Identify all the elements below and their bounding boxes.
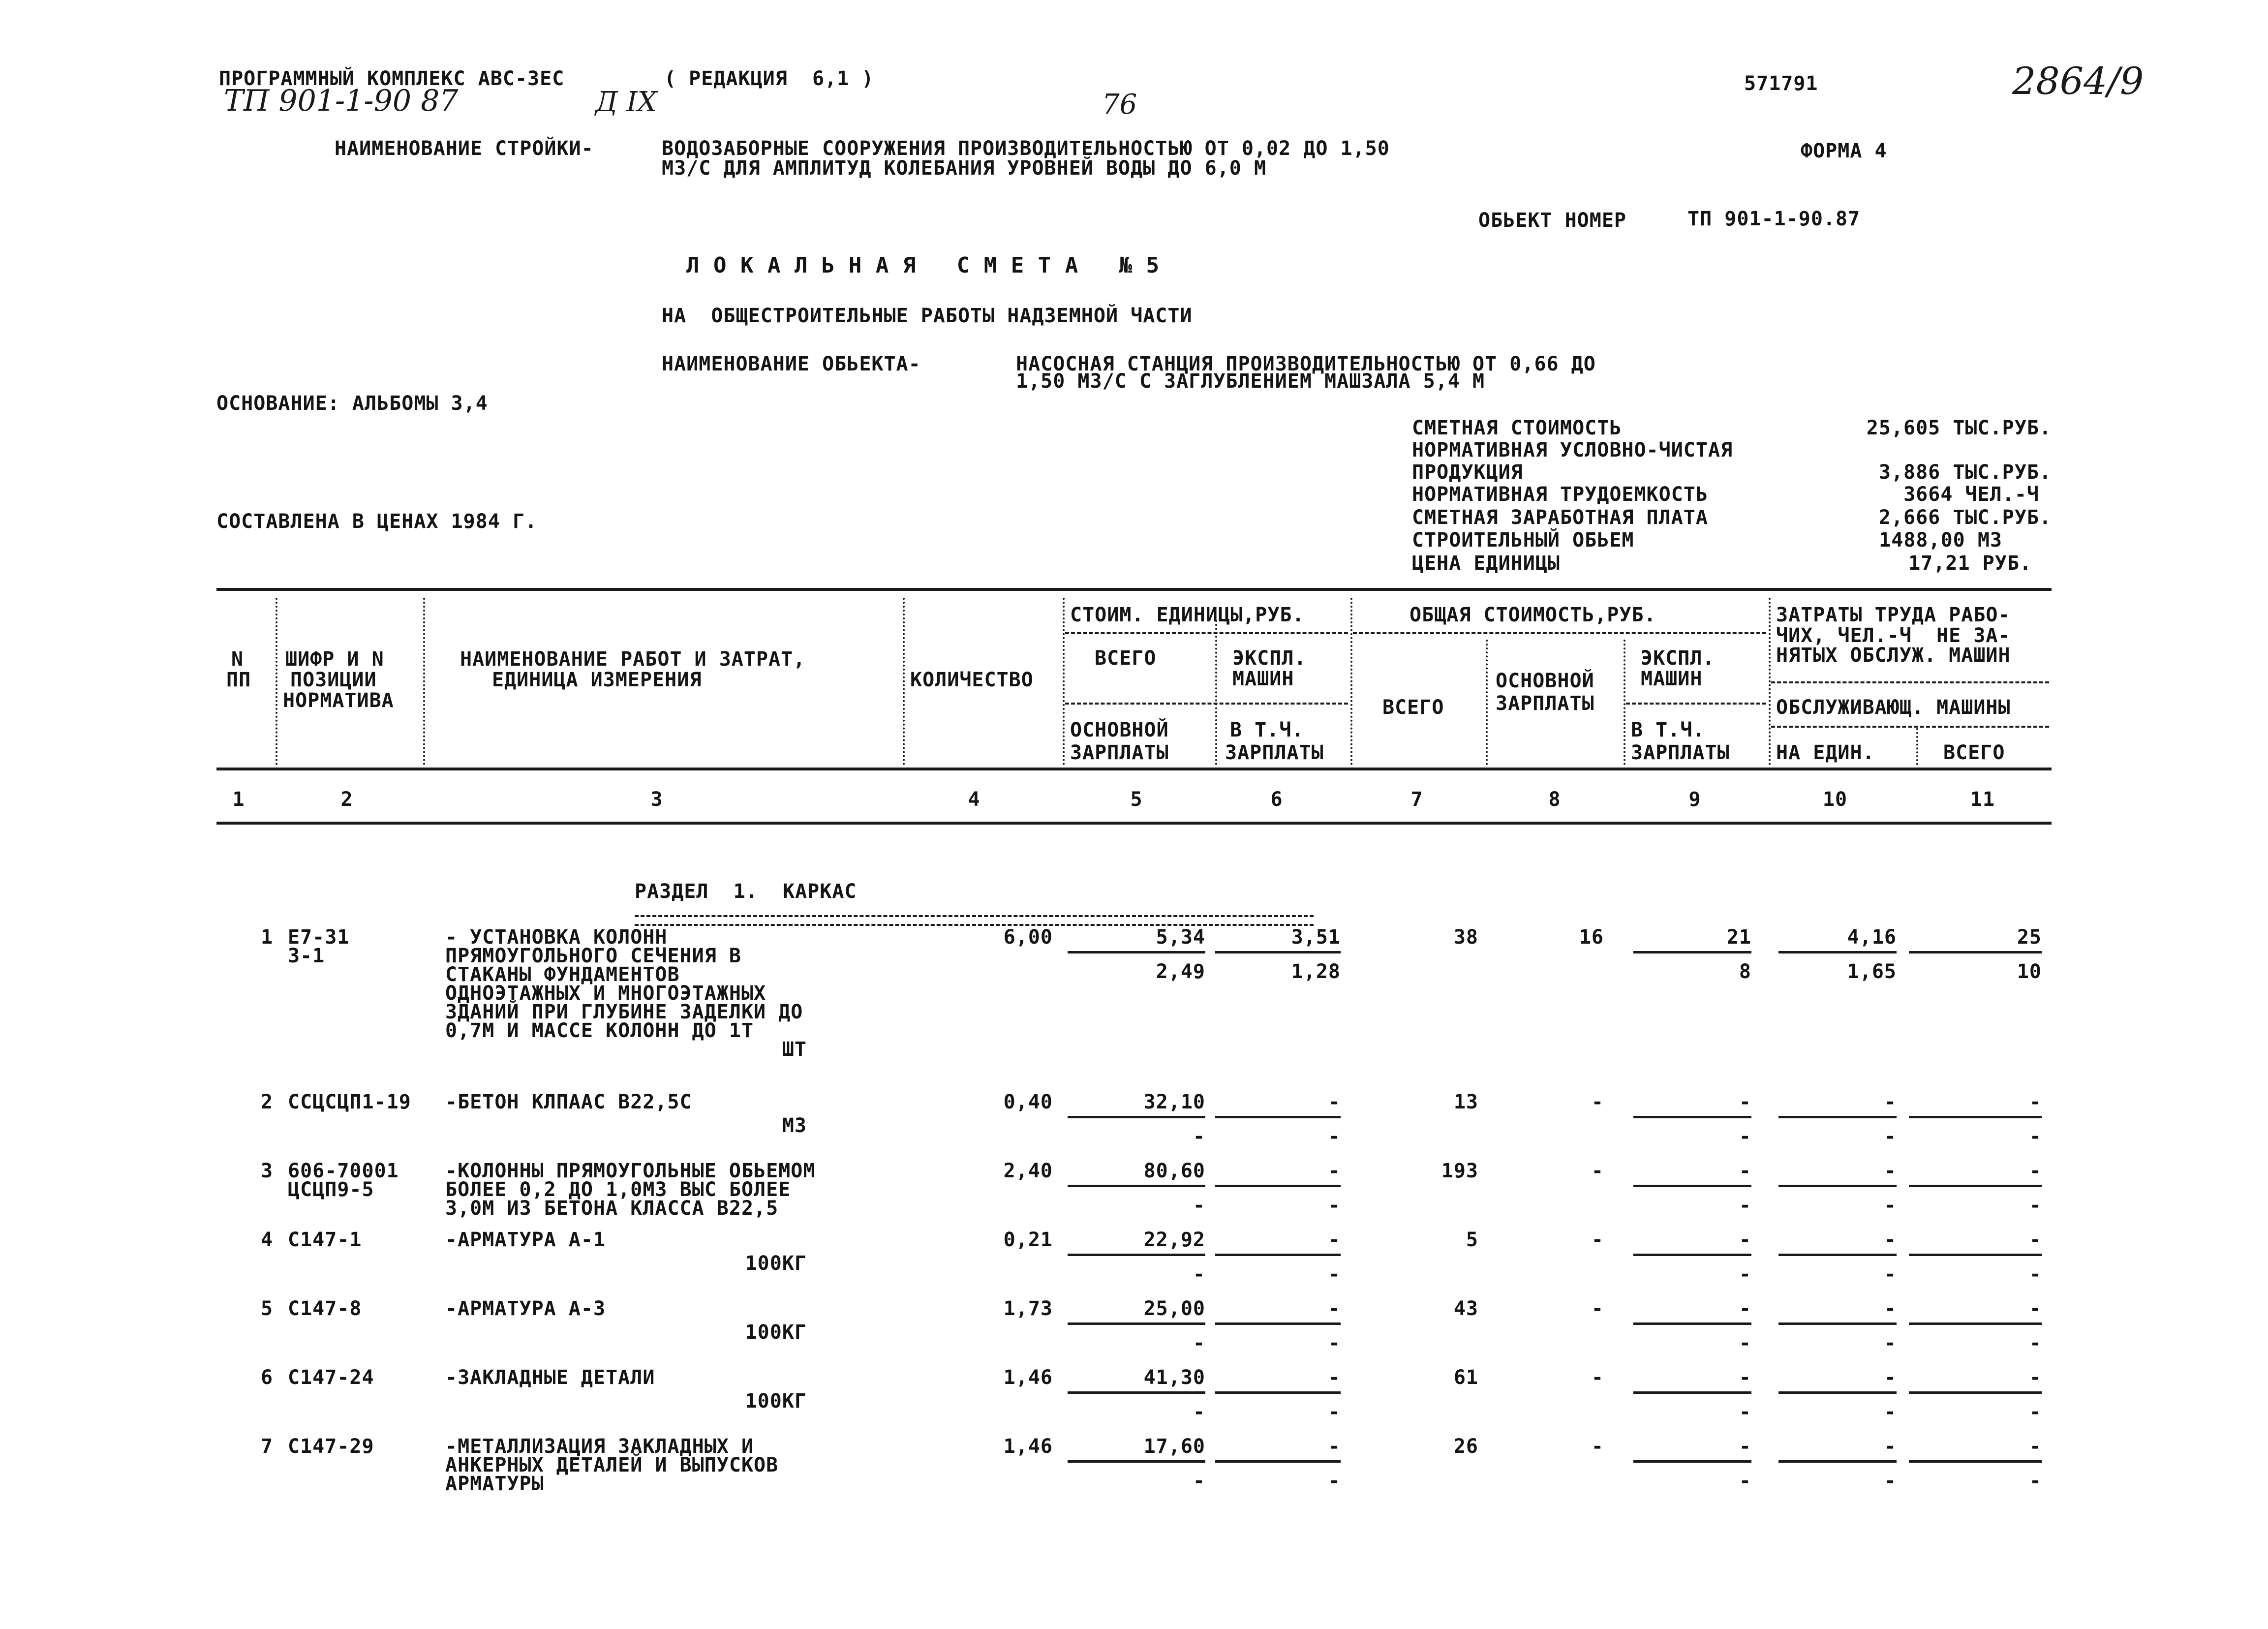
row-code-2: 3-1 — [288, 945, 325, 967]
cell-divider — [1633, 1116, 1751, 1118]
row-unit-machine-wages: - — [1328, 1194, 1341, 1217]
column-number: 11 — [1970, 788, 1995, 811]
row-unit-machine-wages: - — [1328, 1332, 1341, 1354]
column-number: 10 — [1822, 788, 1848, 811]
row-labor-total: - — [2029, 1297, 2042, 1320]
row-labor-unit: - — [1884, 1091, 1897, 1113]
row-code: ССЦСЦП1-19 — [288, 1091, 411, 1113]
cell-divider — [1909, 1254, 2042, 1256]
row-number: 2 — [261, 1091, 274, 1113]
row-machine-wages: - — [1739, 1194, 1751, 1217]
object-label: ОБЬЕКТ НОМЕР — [1478, 209, 1626, 232]
row-code: 606-70001 — [288, 1160, 399, 1182]
row-unit-machine-wages: 1,28 — [1291, 960, 1341, 983]
unit-cost-header: СТОИМ. ЕДИНИЦЫ,РУБ. — [1070, 604, 1305, 626]
row-machine-labor-unit: 1,65 — [1847, 960, 1897, 983]
row-unit: 100КГ — [745, 1252, 807, 1275]
cell-divider — [1215, 1254, 1341, 1256]
cell-divider — [1633, 951, 1751, 953]
column-number: 5 — [1130, 788, 1143, 811]
basis: ОСНОВАНИЕ: АЛЬБОМЫ 3,4 — [216, 392, 488, 415]
row-labor-unit: - — [1884, 1160, 1897, 1182]
program-name: ПРОГРАММНЫЙ КОМПЛЕКС АВС-ЗЕС — [219, 67, 565, 90]
row-labor-unit: - — [1884, 1297, 1897, 1320]
cell-divider — [1068, 1322, 1205, 1325]
col1-header: N — [231, 648, 244, 671]
row-unit-wages: - — [1193, 1263, 1205, 1286]
row-code: С147-24 — [288, 1366, 374, 1389]
c9-header: МАШИН — [1641, 668, 1703, 690]
header-subrule — [1771, 681, 2049, 683]
row-name-line: 0,7М И МАССЕ КОЛОНН ДО 1Т — [445, 1019, 754, 1042]
summary-label: СМЕТНАЯ СТОИМОСТЬ — [1412, 417, 1622, 439]
cell-divider — [1215, 1116, 1341, 1118]
row-total-machines: - — [1739, 1091, 1751, 1113]
cell-divider — [1633, 1460, 1751, 1463]
row-code-2: ЦСЦП9-5 — [288, 1178, 374, 1201]
edition: ( РЕДАКЦИЯ 6,1 ) — [664, 67, 874, 90]
row-quantity: 0,21 — [1003, 1229, 1053, 1251]
row-machine-wages: - — [1739, 1263, 1751, 1286]
row-labor-total: - — [2029, 1366, 2042, 1389]
summary-value: 17,21 РУБ. — [1908, 552, 2032, 575]
col2-header: ПОЗИЦИИ — [290, 669, 377, 691]
form-label: ФОРМА 4 — [1801, 140, 1887, 162]
row-name-line: -БЕТОН КЛПААС В22,5С — [445, 1091, 692, 1113]
summary-value: 1488,00 М3 — [1879, 529, 2002, 552]
summary-label: ЦЕНА ЕДИНИЦЫ — [1412, 552, 1560, 575]
summary-label: СТРОИТЕЛЬНЫЙ ОБЬЕМ — [1412, 529, 1634, 552]
col2-header: НОРМАТИВА — [283, 689, 394, 712]
row-machine-labor-total: - — [2029, 1470, 2042, 1492]
labor-header: НЯТЫХ ОБСЛУЖ. МАШИН — [1776, 644, 2011, 667]
row-labor-unit: - — [1884, 1435, 1897, 1458]
header-subrule — [1626, 703, 1766, 705]
cell-divider — [1633, 1185, 1751, 1187]
row-machine-wages: 8 — [1739, 960, 1751, 983]
row-labor-total: - — [2029, 1091, 2042, 1113]
row-name-line: СТАКАНЫ ФУНДАМЕНТОВ — [445, 963, 680, 986]
row-quantity: 0,40 — [1003, 1091, 1053, 1113]
row-total: 61 — [1453, 1366, 1478, 1389]
row-quantity: 1,46 — [1003, 1435, 1053, 1458]
row-unit: 100КГ — [745, 1321, 807, 1344]
row-total: 13 — [1453, 1091, 1478, 1113]
cell-divider — [1215, 951, 1341, 953]
row-machine-labor-total: - — [2029, 1263, 2042, 1286]
table-header-rule — [216, 768, 2052, 770]
column-separator — [1486, 640, 1488, 765]
row-name-line: -КОЛОННЫ ПРЯМОУГОЛЬНЫЕ ОБЬЕМОМ — [445, 1160, 816, 1182]
row-name-line: -МЕТАЛЛИЗАЦИЯ ЗАКЛАДНЫХ И — [445, 1435, 754, 1458]
total-cost-header: ОБЩАЯ СТОИМОСТЬ,РУБ. — [1410, 604, 1656, 626]
row-machine-labor-total: 10 — [2017, 960, 2042, 983]
summary-label: НОРМАТИВНАЯ ТРУДОЕМКОСТЬ — [1412, 483, 1708, 506]
col1-header: ПП — [226, 669, 251, 691]
row-unit-machines: - — [1328, 1297, 1341, 1320]
cell-divider — [1068, 951, 1205, 953]
row-machine-wages: - — [1739, 1125, 1751, 1148]
row-unit-machine-wages: - — [1328, 1401, 1341, 1423]
row-total-wages: - — [1591, 1160, 1604, 1182]
column-separator — [1063, 598, 1065, 765]
row-name-line: - УСТАНОВКА КОЛОНН — [445, 926, 668, 949]
column-separator — [1916, 728, 1918, 765]
row-unit-machines: - — [1328, 1435, 1341, 1458]
row-unit-machine-wages: - — [1328, 1263, 1341, 1286]
object-number: ТП 901-1-90.87 — [1687, 208, 1861, 230]
c7-header: ВСЕГО — [1382, 696, 1444, 719]
handwritten-project: ТП 901-1-90 87 — [224, 84, 459, 118]
row-unit: М3 — [782, 1114, 807, 1137]
row-machine-labor-unit: - — [1884, 1332, 1897, 1354]
row-name-line: АНКЕРНЫХ ДЕТАЛЕЙ И ВЫПУСКОВ — [445, 1454, 779, 1476]
c9-header: ЗАРПЛАТЫ — [1631, 741, 1730, 764]
row-machine-labor-total: - — [2029, 1401, 2042, 1423]
cell-divider — [1909, 1460, 2042, 1463]
row-unit-wages: 2,49 — [1156, 960, 1205, 983]
cell-divider — [1068, 1391, 1205, 1394]
row-unit-machines: - — [1328, 1091, 1341, 1113]
cell-divider — [1068, 1460, 1205, 1463]
row-total-wages: - — [1591, 1229, 1604, 1251]
handwritten-page: 76 — [1102, 89, 1137, 121]
row-total-machines: - — [1739, 1160, 1751, 1182]
cell-divider — [1778, 1116, 1897, 1118]
row-total-machines: 21 — [1726, 926, 1751, 949]
estimate-title: Л О К А Л Ь Н А Я С М Е Т А № 5 — [686, 253, 1160, 278]
cell-divider — [1909, 1116, 2042, 1118]
section-title: РАЗДЕЛ 1. КАРКАС — [635, 880, 857, 903]
cell-divider — [1778, 1185, 1897, 1187]
row-name-line: -АРМАТУРА А-1 — [445, 1229, 606, 1251]
row-total: 193 — [1441, 1160, 1478, 1182]
row-labor-unit: - — [1884, 1229, 1897, 1251]
column-separator — [1215, 620, 1217, 765]
column-number: 7 — [1410, 788, 1423, 811]
row-total-wages: 16 — [1579, 926, 1604, 949]
summary-label: НОРМАТИВНАЯ УСЛОВНО-ЧИСТАЯ — [1412, 439, 1733, 461]
c9-header: ЭКСПЛ. — [1641, 647, 1715, 670]
row-unit-wages: - — [1193, 1470, 1205, 1492]
c6-header: МАШИН — [1232, 668, 1294, 690]
row-machine-wages: - — [1739, 1470, 1751, 1492]
row-quantity: 2,40 — [1003, 1160, 1053, 1182]
cell-divider — [1909, 1391, 2042, 1394]
cell-divider — [1068, 1116, 1205, 1118]
col2-header: ШИФР И N — [285, 648, 384, 671]
construction-line2: М3/С ДЛЯ АМПЛИТУД КОЛЕБАНИЯ УРОВНЕЙ ВОДЫ ДО 6,0 М — [662, 157, 1267, 180]
row-code: Е7-31 — [288, 926, 350, 949]
handwritten-sheet: Д IX — [595, 86, 657, 118]
row-unit-machines: - — [1328, 1366, 1341, 1389]
cell-divider — [1778, 1460, 1897, 1463]
row-machine-labor-unit: - — [1884, 1194, 1897, 1217]
cell-divider — [1215, 1460, 1341, 1463]
cell-divider — [1215, 1185, 1341, 1187]
row-unit-total: 80,60 — [1143, 1160, 1205, 1182]
row-total: 5 — [1466, 1229, 1478, 1251]
row-number: 7 — [261, 1435, 274, 1458]
c9-header: В Т.Ч. — [1631, 719, 1705, 741]
c8-header: ЗАРПЛАТЫ — [1496, 692, 1594, 715]
cell-divider — [1778, 951, 1897, 953]
cell-divider — [1215, 1322, 1341, 1325]
row-unit-wages: - — [1193, 1401, 1205, 1423]
row-number: 5 — [261, 1297, 274, 1320]
cell-divider — [1909, 1322, 2042, 1325]
row-name-line: ПРЯМОУГОЛЬНОГО СЕЧЕНИЯ В — [445, 945, 741, 967]
handwritten-corner: 2864/9 — [2012, 59, 2144, 103]
header-subrule — [1771, 726, 2049, 728]
object-name-line1: НАСОСНАЯ СТАНЦИЯ ПРОИЗВОДИТЕЛЬНОСТЬЮ ОТ 0,66 ДО — [1016, 353, 1596, 375]
row-unit-machines: - — [1328, 1160, 1341, 1182]
object-name-line2: 1,50 М3/С С ЗАГЛУБЛЕНИЕМ МАШЗАЛА 5,4 М — [1016, 370, 1485, 393]
row-total: 43 — [1453, 1297, 1478, 1320]
cell-divider — [1215, 1391, 1341, 1394]
row-total: 26 — [1453, 1435, 1478, 1458]
row-unit: 100КГ — [745, 1390, 807, 1413]
row-number: 4 — [261, 1229, 274, 1251]
row-unit-total: 32,10 — [1143, 1091, 1205, 1113]
summary-value: 3,886 ТЫС.РУБ. — [1878, 461, 2052, 484]
column-number: 3 — [650, 788, 663, 811]
row-unit-total: 5,34 — [1156, 926, 1205, 949]
cell-divider — [1633, 1391, 1751, 1394]
summary-label: ПРОДУКЦИЯ — [1412, 461, 1523, 484]
row-name-line: АРМАТУРЫ — [445, 1473, 544, 1495]
row-name-line: 3,0М ИЗ БЕТОНА КЛАССА В22,5 — [445, 1197, 779, 1220]
cell-divider — [1778, 1322, 1897, 1325]
cell-divider — [1909, 951, 2042, 953]
col4-header: КОЛИЧЕСТВО — [910, 669, 1034, 691]
object-name-label: НАИМЕНОВАНИЕ ОБЬЕКТА- — [662, 353, 921, 375]
labor-header: ЗАТРАТЫ ТРУДА РАБО- — [1776, 604, 2011, 626]
row-machine-labor-unit: - — [1884, 1125, 1897, 1148]
row-unit: ШТ — [782, 1038, 807, 1061]
row-number: 6 — [261, 1366, 274, 1389]
row-quantity: 1,73 — [1003, 1297, 1053, 1320]
row-total-wages: - — [1591, 1435, 1604, 1458]
estimate-subtitle: НА ОБЩЕСТРОИТЕЛЬНЫЕ РАБОТЫ НАДЗЕМНОЙ ЧАСТИ — [662, 305, 1193, 327]
row-total-wages: - — [1591, 1297, 1604, 1320]
row-code: С147-29 — [288, 1435, 374, 1458]
row-unit-wages: - — [1193, 1332, 1205, 1354]
row-unit-wages: - — [1193, 1125, 1205, 1148]
column-number: 1 — [232, 788, 245, 811]
header-subrule — [1353, 632, 1766, 634]
c6-header: ЗАРПЛАТЫ — [1225, 741, 1324, 764]
col3-header: ЕДИНИЦА ИЗМЕРЕНИЯ — [492, 669, 702, 691]
column-separator — [1624, 640, 1625, 765]
row-unit-total: 25,00 — [1143, 1297, 1205, 1320]
cell-divider — [1909, 1185, 2042, 1187]
row-machine-wages: - — [1739, 1332, 1751, 1354]
row-number: 1 — [261, 926, 274, 949]
column-number: 4 — [968, 788, 981, 811]
row-name-line: БОЛЕЕ 0,2 ДО 1,0М3 ВЫС БОЛЕЕ — [445, 1178, 791, 1201]
table-number-rule — [216, 822, 2052, 825]
summary-value: 2,666 ТЫС.РУБ. — [1878, 506, 2052, 529]
labor-header: ЧИХ, ЧЕЛ.-Ч НЕ ЗА- — [1776, 624, 2011, 647]
row-machine-labor-unit: - — [1884, 1470, 1897, 1492]
row-unit-machines: 3,51 — [1291, 926, 1341, 949]
cell-divider — [1633, 1322, 1751, 1325]
c8-header: ОСНОВНОЙ — [1496, 670, 1594, 692]
c5-header: ЗАРПЛАТЫ — [1070, 741, 1169, 764]
c5-header: ОСНОВНОЙ — [1070, 719, 1169, 741]
column-number: 8 — [1548, 788, 1561, 811]
row-unit-total: 22,92 — [1143, 1229, 1205, 1251]
section-underline — [635, 915, 1314, 926]
c6-header: ЭКСПЛ. — [1232, 647, 1307, 670]
c6-header: В Т.Ч. — [1230, 719, 1304, 741]
cell-divider — [1068, 1254, 1205, 1256]
column-number: 6 — [1270, 788, 1283, 811]
row-labor-total: - — [2029, 1229, 2042, 1251]
column-separator — [1350, 598, 1352, 765]
row-name-line: ЗДАНИЙ ПРИ ГЛУБИНЕ ЗАДЕЛКИ ДО — [445, 1001, 803, 1023]
row-total-machines: - — [1739, 1366, 1751, 1389]
row-machine-wages: - — [1739, 1401, 1751, 1423]
column-separator — [903, 598, 905, 765]
row-machine-labor-total: - — [2029, 1125, 2042, 1148]
row-name-line: -ЗАКЛАДНЫЕ ДЕТАЛИ — [445, 1366, 655, 1389]
row-unit-machine-wages: - — [1328, 1125, 1341, 1148]
summary-value: 3664 ЧЕЛ.-Ч — [1903, 483, 2039, 506]
row-machine-labor-unit: - — [1884, 1263, 1897, 1286]
row-name-line: -АРМАТУРА А-3 — [445, 1297, 606, 1320]
row-unit-machine-wages: - — [1328, 1470, 1341, 1492]
row-labor-unit: - — [1884, 1366, 1897, 1389]
header-subrule — [1065, 632, 1348, 634]
summary-label: СМЕТНАЯ ЗАРАБОТНАЯ ПЛАТА — [1412, 506, 1708, 529]
row-total-machines: - — [1739, 1229, 1751, 1251]
c5-header: ВСЕГО — [1095, 647, 1157, 670]
row-labor-total: - — [2029, 1435, 2042, 1458]
row-machine-labor-unit: - — [1884, 1401, 1897, 1423]
row-total-wages: - — [1591, 1366, 1604, 1389]
row-labor-total: 25 — [2017, 926, 2042, 949]
row-quantity: 6,00 — [1003, 926, 1053, 949]
row-unit-machines: - — [1328, 1229, 1341, 1251]
header-subrule — [1065, 703, 1348, 705]
col3-header: НАИМЕНОВАНИЕ РАБОТ И ЗАТРАТ, — [460, 648, 806, 671]
row-labor-total: - — [2029, 1160, 2042, 1182]
construction-label: НАИМЕНОВАНИЕ СТРОЙКИ- — [335, 137, 594, 160]
column-number: 2 — [340, 788, 353, 811]
column-separator — [1769, 598, 1771, 765]
column-number: 9 — [1688, 788, 1701, 811]
doc-number: 571791 — [1744, 72, 1818, 95]
cell-divider — [1068, 1185, 1205, 1187]
row-total: 38 — [1453, 926, 1478, 949]
cell-divider — [1778, 1254, 1897, 1256]
labor-header: ОБСЛУЖИВАЮЩ. МАШИНЫ — [1776, 696, 2011, 719]
summary-value: 25,605 ТЫС.РУБ. — [1866, 417, 2052, 439]
row-total-wages: - — [1591, 1091, 1604, 1113]
row-quantity: 1,46 — [1003, 1366, 1053, 1389]
cell-divider — [1633, 1254, 1751, 1256]
row-labor-unit: 4,16 — [1847, 926, 1897, 949]
row-unit-total: 41,30 — [1143, 1366, 1205, 1389]
row-total-machines: - — [1739, 1435, 1751, 1458]
price-basis: СОСТАВЛЕНА В ЦЕНАХ 1984 Г. — [216, 510, 538, 533]
labor-header: НА ЕДИН. — [1776, 741, 1875, 764]
row-code: С147-1 — [288, 1229, 362, 1251]
row-machine-labor-total: - — [2029, 1194, 2042, 1217]
column-separator — [423, 598, 425, 765]
row-machine-labor-total: - — [2029, 1332, 2042, 1354]
row-code: С147-8 — [288, 1297, 362, 1320]
row-total-machines: - — [1739, 1297, 1751, 1320]
row-unit-wages: - — [1193, 1194, 1205, 1217]
labor-header: ВСЕГО — [1943, 741, 2005, 764]
cell-divider — [1778, 1391, 1897, 1394]
column-separator — [276, 598, 277, 765]
row-number: 3 — [261, 1160, 274, 1182]
row-name-line: ОДНОЭТАЖНЫХ И МНОГОЭТАЖНЫХ — [445, 982, 766, 1005]
construction-line1: ВОДОЗАБОРНЫЕ СООРУЖЕНИЯ ПРОИЗВОДИТЕЛЬНОСТЬЮ ОТ 0,02 ДО 1,50 — [662, 137, 1390, 160]
row-unit-total: 17,60 — [1143, 1435, 1205, 1458]
table-top-rule — [216, 588, 2052, 591]
